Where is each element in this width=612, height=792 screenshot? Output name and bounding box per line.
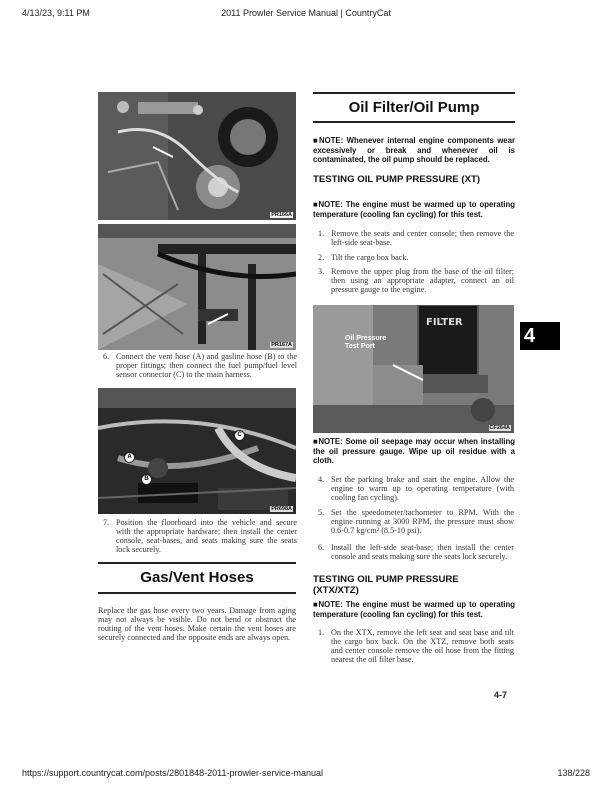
note-oil-seepage: ■NOTE: Some oil seepage may occur when installing the oil pressure gauge. Wipe up oil residue with a cloth. bbox=[313, 437, 515, 466]
step-text: Tilt the cargo box back. bbox=[331, 253, 409, 262]
step-number: 1. bbox=[318, 229, 325, 238]
photo-pr698a bbox=[98, 388, 296, 514]
step-text: On the XTX, remove the left seat and seat base and tilt the cargo box back. On the XTZ, remove both seats and center console remove the oil hose from the fitting nearest the oil filter base. bbox=[331, 628, 514, 664]
page-title-oil-filter-oil-pump: Oil Filter/Oil Pump bbox=[348, 99, 480, 116]
callout-c: C bbox=[234, 430, 245, 441]
photo-label: PR166A bbox=[271, 212, 292, 218]
step-number: 1. bbox=[318, 628, 325, 637]
step-3-xt bbox=[318, 267, 514, 294]
step-text: Remove the seats and center console; then remove the left-side seat-base. bbox=[331, 229, 514, 247]
oil-pressure-port-label: Oil Pressure Test Port bbox=[345, 335, 387, 350]
print-footer bbox=[0, 768, 612, 784]
photo-pr166a bbox=[98, 92, 296, 220]
heading-testing-xt: TESTING OIL PUMP PRESSURE (XT) bbox=[313, 174, 481, 185]
photo-label: CF264A bbox=[489, 425, 510, 431]
step-5-xt bbox=[318, 508, 514, 535]
callout-b: B bbox=[141, 474, 152, 485]
photo-cf264a-drawing bbox=[313, 305, 514, 433]
print-page-title: 2011 Prowler Service Manual | CountryCat bbox=[221, 8, 391, 18]
section-title-gas-vent-hoses: Gas/Vent Hoses bbox=[140, 569, 254, 586]
photo-pr167a-drawing bbox=[98, 224, 296, 350]
section-rule-top bbox=[98, 562, 296, 564]
title-rule-bottom bbox=[313, 121, 515, 123]
print-url: https://support.countrycat.com/posts/2801848-2011-prowler-service-manual bbox=[22, 768, 323, 778]
step-text: Connect the vent hose (A) and gasline hose (B) to the proper fittings; then connect the fuel pump/fuel level sensor connector (C) to the main harness. bbox=[116, 352, 297, 379]
photo-pr166a-drawing bbox=[98, 92, 296, 220]
step-2-xt bbox=[318, 253, 514, 262]
step-number: 5. bbox=[318, 508, 325, 517]
step-6-left bbox=[103, 352, 297, 379]
step-1-xt bbox=[318, 229, 514, 247]
callout-a: A bbox=[124, 452, 135, 463]
filter-text: FILTER bbox=[426, 317, 463, 328]
chapter-tab: 4 bbox=[520, 322, 560, 350]
heading-testing-xtx-xtz: TESTING OIL PUMP PRESSURE (XTX/XTZ) bbox=[313, 574, 459, 596]
step-6-xt bbox=[318, 543, 514, 561]
step-number: 4. bbox=[318, 475, 325, 484]
photo-pr698a-drawing bbox=[98, 388, 296, 514]
section-rule-bottom bbox=[98, 592, 296, 594]
step-text: Position the floorboard into the vehicle and secure with the appropriate hardware; then install the center console, seat-bases, and seats making sure the seats lock securely. bbox=[116, 518, 297, 554]
step-number: 6. bbox=[103, 352, 110, 361]
section-body-gas-vent-hoses: Replace the gas hose every two years. Damage from aging may not always be visible. Do not bend or obstruct the routing of the vent hoses. Make certain the vent hoses are securely connected and the opposite ends are always open. bbox=[98, 606, 296, 642]
photo-label: PR698A bbox=[271, 506, 292, 512]
step-text: Remove the upper plug from the base of the oil filter; then using an appropriate adapter, connect an oil pressure gauge to the engine. bbox=[331, 267, 514, 294]
print-page-count: 138/228 bbox=[557, 768, 590, 778]
step-number: 7. bbox=[103, 518, 110, 527]
print-header bbox=[0, 8, 612, 24]
step-7-left bbox=[103, 518, 297, 554]
step-number: 2. bbox=[318, 253, 325, 262]
photo-cf264a bbox=[313, 305, 514, 433]
page-number: 4-7 bbox=[494, 690, 508, 700]
photo-pr167a bbox=[98, 224, 296, 350]
print-datetime: 4/13/23, 9:11 PM bbox=[22, 8, 90, 18]
step-number: 3. bbox=[318, 267, 325, 276]
title-rule-top bbox=[313, 92, 515, 94]
note-warm-up-xt: ■NOTE: The engine must be warmed up to operating temperature (cooling fan cycling) for this test. bbox=[313, 200, 515, 219]
note-warm-up-xtx: ■NOTE: The engine must be warmed up to operating temperature (cooling fan cycling) for this test. bbox=[313, 600, 515, 619]
step-text: Set the parking brake and start the engine. Allow the engine to warm up to operating temperature (with cooling fan cycling). bbox=[331, 475, 514, 502]
step-1-xtx bbox=[318, 628, 514, 664]
step-text: Set the speedometer/tachometer to RPM. With the engine running at 3000 RPM, the pressure must show 0.6-0.7 kg/cm² (8.5-10 psi). bbox=[331, 508, 514, 535]
step-number: 6. bbox=[318, 543, 325, 552]
step-4-xt bbox=[318, 475, 514, 502]
note-oil-pump-replace: ■NOTE: Whenever internal engine components wear excessively or break and whenever oil is contaminated, the oil pump should be replaced. bbox=[313, 136, 515, 165]
step-text: Install the left-side seat-base; then install the center console and seats making sure the seats lock securely. bbox=[331, 543, 514, 561]
photo-label: PR167A bbox=[271, 342, 292, 348]
